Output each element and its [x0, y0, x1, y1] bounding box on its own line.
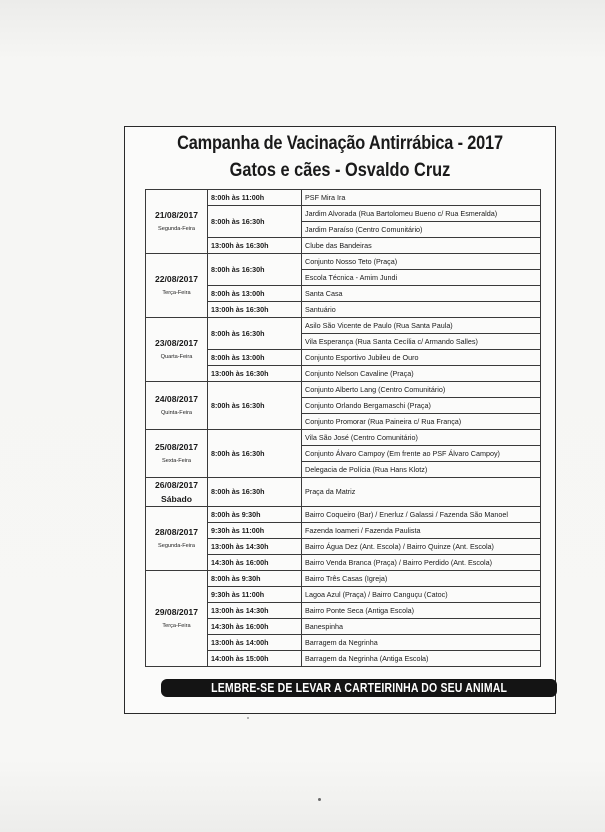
time-slot-cell: 8:00h às 16:30h [208, 478, 302, 507]
time-slot-cell: 14:30h às 16:00h [208, 555, 302, 571]
time-slot-cell: 13:00h às 14:30h [208, 539, 302, 555]
location-cell: Delegacia de Polícia (Rua Hans Klotz) [302, 462, 541, 478]
schedule-table-body [146, 190, 541, 667]
date-label: 22/08/2017 [154, 273, 198, 284]
location-cell: Jardim Alvorada (Rua Bartolomeu Bueno c/ Rua Esmeralda) [302, 206, 541, 222]
weekday-label: Quarta-Feira [160, 353, 193, 360]
flyer-title: Campanha de Vacinação Antirrábica - 2017 [177, 133, 503, 154]
time-slot-cell: 8:00h às 16:30h [208, 206, 302, 238]
location-cell: Banespinha [302, 619, 541, 635]
date-label: 25/08/2017 [154, 441, 198, 452]
day-cell [146, 507, 208, 571]
time-slot-cell: 8:00h às 9:30h [208, 507, 302, 523]
time-slot-cell: 8:00h às 11:00h [208, 190, 302, 206]
location-cell: Barragem da Negrinha [302, 635, 541, 651]
time-slot-cell: 13:00h às 16:30h [208, 366, 302, 382]
day-cell [146, 190, 208, 254]
location-cell: Bairro Ponte Seca (Antiga Escola) [302, 603, 541, 619]
location-cell: Bairro Água Dez (Ant. Escola) / Bairro Quinze (Ant. Escola) [302, 539, 541, 555]
date-label: 23/08/2017 [154, 337, 198, 348]
location-cell: Clube das Bandeiras [302, 238, 541, 254]
date-label: 21/08/2017 [154, 209, 198, 220]
location-cell: Conjunto Álvaro Campoy (Em frente ao PSF Álvaro Campoy) [302, 446, 541, 462]
time-slot-cell: 8:00h às 16:30h [208, 430, 302, 478]
time-slot-cell: 8:00h às 13:00h [208, 350, 302, 366]
time-slot-cell: 13:00h às 14:00h [208, 635, 302, 651]
day-cell [146, 430, 208, 478]
weekday-label: Sexta-Feira [162, 457, 191, 464]
location-cell: Escola Técnica - Amim Jundi [302, 270, 541, 286]
location-cell: Jardim Paraíso (Centro Comunitário) [302, 222, 541, 238]
location-cell: Conjunto Alberto Lang (Centro Comunitário) [302, 382, 541, 398]
weekday-label: Segunda-Feira [157, 225, 195, 232]
location-cell: PSF Mira Ira [302, 190, 541, 206]
location-cell: Bairro Venda Branca (Praça) / Bairro Perdido (Ant. Escola) [302, 555, 541, 571]
location-cell: Asilo São Vicente de Paulo (Rua Santa Paula) [302, 318, 541, 334]
location-cell: Conjunto Orlando Bergamaschi (Praça) [302, 398, 541, 414]
day-cell [146, 571, 208, 667]
time-slot-cell: 8:00h às 9:30h [208, 571, 302, 587]
time-slot-cell: 8:00h às 16:30h [208, 254, 302, 286]
time-slot-cell: 8:00h às 16:30h [208, 382, 302, 430]
schedule-row [146, 507, 541, 523]
location-cell: Bairro Três Casas (Igreja) [302, 571, 541, 587]
schedule-row [146, 430, 541, 446]
location-cell: Praça da Matriz [302, 478, 541, 507]
weekday-label: Quinta-Feira [160, 409, 193, 416]
weekday-label: Terça-Feira [162, 289, 191, 296]
schedule-row [146, 382, 541, 398]
date-label: 29/08/2017 [154, 606, 198, 617]
location-cell: Conjunto Nosso Teto (Praça) [302, 254, 541, 270]
schedule-row [146, 318, 541, 334]
location-cell: Vila São José (Centro Comunitário) [302, 430, 541, 446]
scan-speck [318, 798, 321, 801]
weekday-label: Segunda-Feira [157, 542, 195, 549]
date-label: 24/08/2017 [154, 393, 198, 404]
weekday-label: Terça-Feira [162, 622, 191, 629]
location-cell: Santa Casa [302, 286, 541, 302]
weekday-label: Sábado [160, 494, 193, 504]
location-cell: Lagoa Azul (Praça) / Bairro Canguçu (Catoc) [302, 587, 541, 603]
vaccination-flyer [124, 126, 556, 714]
time-slot-cell: 13:00h às 16:30h [208, 238, 302, 254]
time-slot-cell: 14:30h às 16:00h [208, 619, 302, 635]
location-cell: Bairro Coqueiro (Bar) / Enerluz / Galassi / Fazenda São Manoel [302, 507, 541, 523]
day-cell [146, 318, 208, 382]
schedule-row [146, 254, 541, 270]
schedule-table [145, 189, 541, 667]
schedule-row [146, 478, 541, 507]
time-slot-cell: 13:00h às 16:30h [208, 302, 302, 318]
time-slot-cell: 8:00h às 16:30h [208, 318, 302, 350]
location-cell: Conjunto Nelson Cavaline (Praça) [302, 366, 541, 382]
reminder-banner [161, 679, 557, 697]
location-cell: Vila Esperança (Rua Santa Cecília c/ Armando Salles) [302, 334, 541, 350]
location-cell: Barragem da Negrinha (Antiga Escola) [302, 651, 541, 667]
time-slot-cell: 9:30h às 11:00h [208, 523, 302, 539]
day-cell [146, 478, 208, 507]
schedule-row [146, 571, 541, 587]
reminder-banner-text: LEMBRE-SE DE LEVAR A CARTEIRINHA DO SEU ANIMAL [211, 681, 507, 695]
location-cell: Conjunto Esportivo Jubileu de Ouro [302, 350, 541, 366]
time-slot-cell: 8:00h às 13:00h [208, 286, 302, 302]
time-slot-cell: 9:30h às 11:00h [208, 587, 302, 603]
location-cell: Fazenda Ioameri / Fazenda Paulista [302, 523, 541, 539]
date-label: 26/08/2017 [154, 480, 198, 490]
schedule-row [146, 190, 541, 206]
time-slot-cell: 13:00h às 14:30h [208, 603, 302, 619]
location-cell: Conjunto Promorar (Rua Paineira c/ Rua França) [302, 414, 541, 430]
flyer-subtitle: Gatos e cães - Osvaldo Cruz [229, 160, 451, 181]
scan-speck [247, 717, 249, 719]
day-cell [146, 382, 208, 430]
day-cell [146, 254, 208, 318]
location-cell: Santuário [302, 302, 541, 318]
date-label: 28/08/2017 [154, 526, 198, 537]
time-slot-cell: 14:00h às 15:00h [208, 651, 302, 667]
